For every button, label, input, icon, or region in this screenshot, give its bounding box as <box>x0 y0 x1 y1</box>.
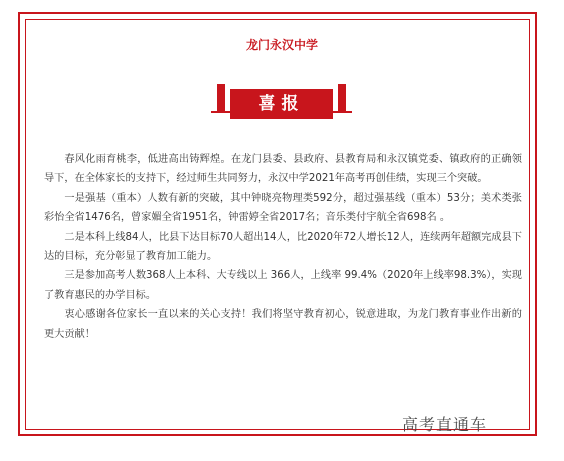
announcement-body <box>44 150 522 344</box>
school-name: 龙门永汉中学 <box>245 38 318 52</box>
paragraph-first-breakthrough: 一是强基（重本）人数有新的突破，其中钟晓亮物理类592分，超过强基线（重本）53分；美术类张彩怡全省1476名，曾家媚全省1951名，钟雷婷全省2017名；音乐类付宇航全省698名 。 <box>44 192 522 224</box>
banner-decoration <box>211 84 352 130</box>
paragraph-intro: 春风化雨育桃李，低进高出铸辉煌。在龙门县委、县政府、县教育局和永汉镇党委、镇政府的正确领导下，在全体家长的支持下，经过师生共同努力，永汉中学2021年高考再创佳绩，实现三个突破。 <box>44 154 522 185</box>
paragraph-third-breakthrough: 三是参加高考人数368人上本科、大专线以上 366人，上线率 99.4%（2020年上线率98.3%），实现了教育惠民的办学目标。 <box>44 270 522 301</box>
paragraph-thanks: 衷心感谢各位家长一直以来的关心支持！我们将坚守教育初心，锐意进取，为龙门教育事业作出新的更大贡献！ <box>44 309 522 340</box>
banner-tab-left <box>217 84 225 113</box>
paragraph-second-breakthrough: 二是本科上线84人，比县下达目标70人超出14人，比2020年72人增长12人，连续两年超额完成县下达的目标，充分彰显了教育加工能力。 <box>44 231 522 263</box>
banner-title: 喜报 <box>230 89 333 119</box>
banner-tab-right <box>338 84 346 113</box>
watermark-text: 高考直通车 <box>402 415 488 434</box>
